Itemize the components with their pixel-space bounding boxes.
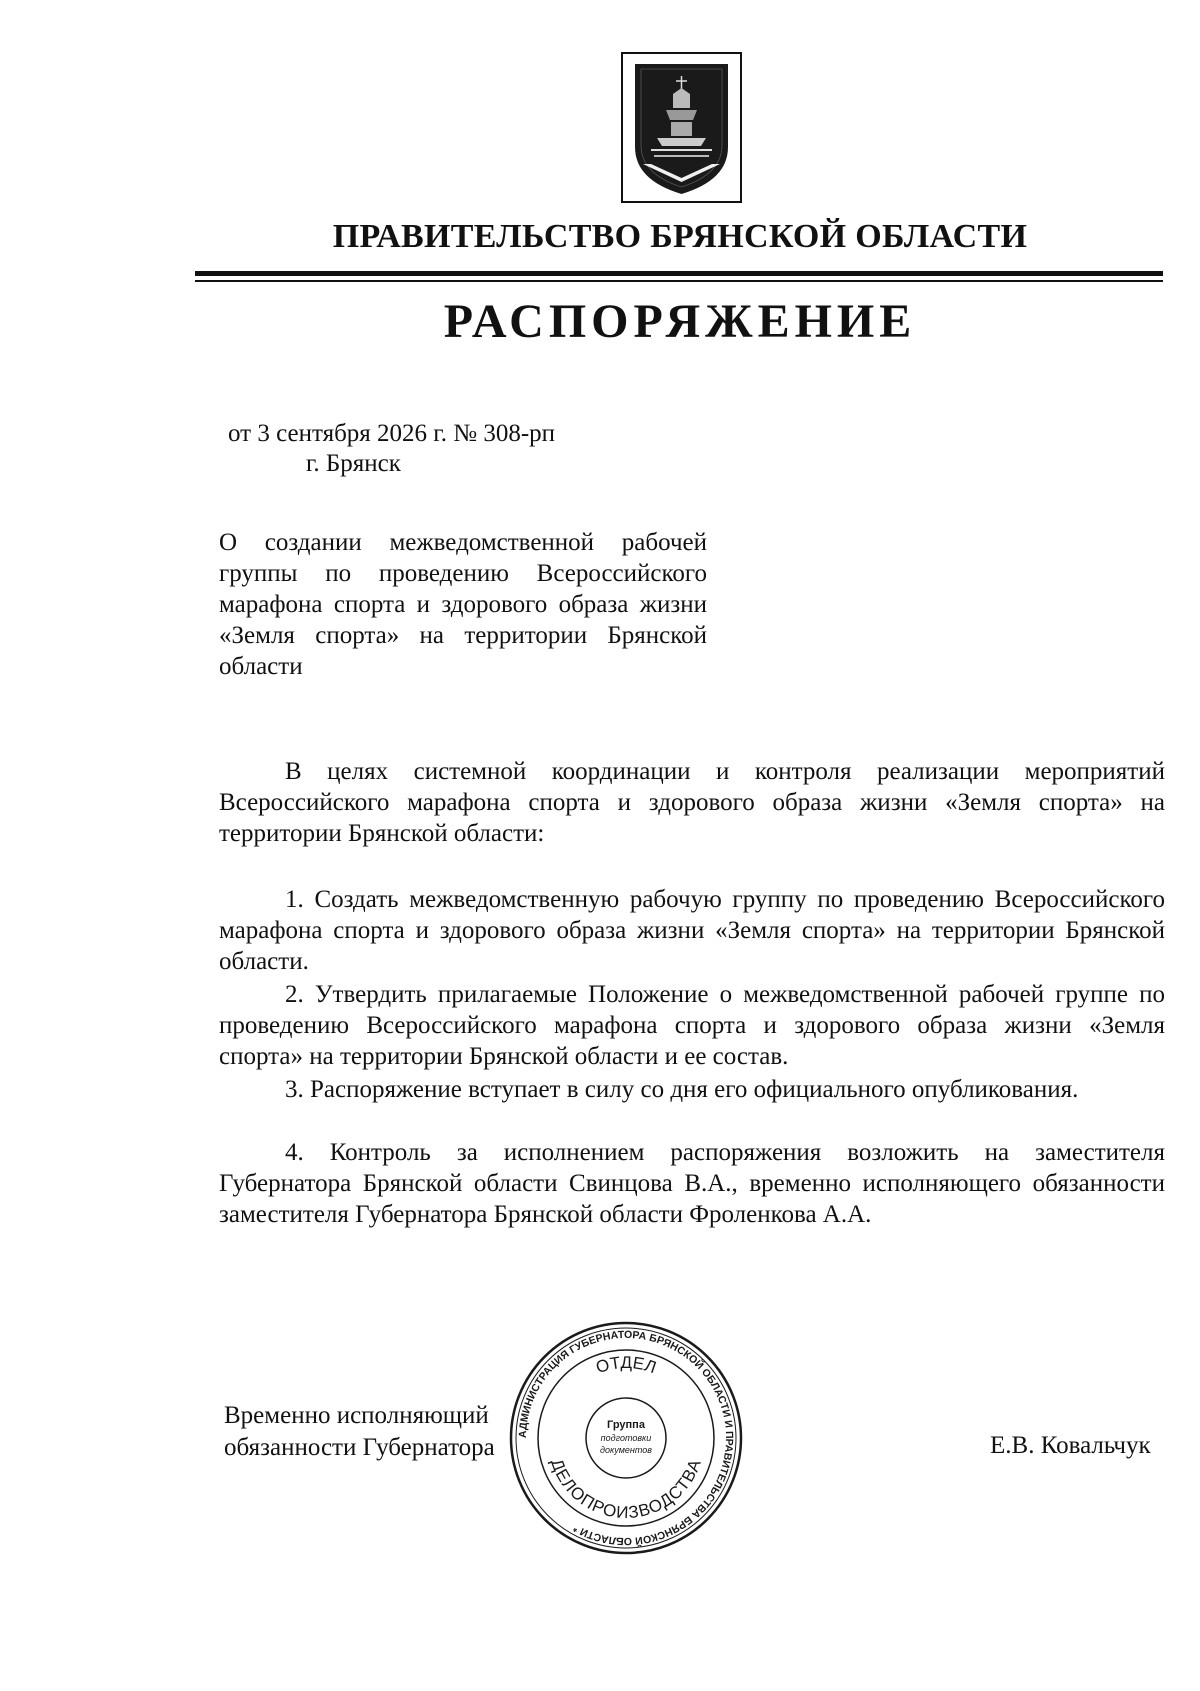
order-item-2: 2. Утвердить прилагаемые Положение о межведомственной рабочей группе по проведению Всероссийского марафона спорта и здорового образа жизни «Земля спорта» на территории Брянской области и ее состав. xyxy=(219,981,1165,1070)
order-item-3: 3. Распоряжение вступает в силу со дня его официального опубликования. xyxy=(285,1076,1079,1103)
svg-text:ОТДЕЛ xyxy=(594,1353,659,1377)
document-place: г. Брянск xyxy=(306,450,401,477)
coat-of-arms-icon xyxy=(621,52,742,203)
document-date-number: от 3 сентября 2026 г. № 308-рп xyxy=(228,420,556,447)
stamp-center-line1: Группа xyxy=(607,1419,645,1431)
order-item-1: 1. Создать межведомственную рабочую группу по проведению Всероссийского марафона спорта и здорового образа жизни «Земля спорта» на территории Брянской области. xyxy=(219,886,1165,975)
signatory-position-line2: обязанности Губернатора xyxy=(224,1434,495,1461)
official-stamp-icon xyxy=(508,1320,744,1556)
header-divider-thin xyxy=(195,280,1163,282)
order-item-4: 4. Контроль за исполнением распоряжения возложить на заместителя Губернатора Брянской области Свинцова В.А., временно исполняющего обязанности заместителя Губернатора Брянской области Фроленкова А.А. xyxy=(219,1139,1165,1228)
stamp-outer-text: АДМИНИСТРАЦИЯ ГУБЕРНАТОРА БРЯНСКОЙ ОБЛАСТИ И ПРАВИТЕЛЬСТВА БРЯНСКОЙ ОБЛАСТИ * xyxy=(516,1328,736,1548)
signatory-position-line1: Временно исполняющий xyxy=(224,1402,489,1429)
header-divider-thick xyxy=(195,271,1163,276)
signatory-position xyxy=(224,1400,495,1464)
stamp-inner-top: ОТДЕЛ xyxy=(593,1352,659,1378)
organization-title: ПРАВИТЕЛЬСТВО БРЯНСКОЙ ОБЛАСТИ xyxy=(332,218,1028,255)
document-subject: О создании межведомственной рабочей группы по проведению Всероссийского марафона спорта и здорового образа жизни «Земля спорта» на территории Брянской области xyxy=(219,529,707,680)
stamp-center-line2: подготовки xyxy=(600,1433,652,1443)
svg-text:ДЕЛОПРОИЗВОДСТВА xyxy=(547,1456,705,1522)
preamble-paragraph: В целях системной координации и контроля реализации мероприятий Всероссийского марафона спорта и здорового образа жизни «Земля спорта» на территории Брянской области: xyxy=(219,758,1165,847)
document-type-title: РАСПОРЯЖЕНИЕ xyxy=(443,295,917,348)
stamp-inner-bottom: ДЕЛОПРОИЗВОДСТВА xyxy=(546,1456,706,1523)
signatory-name: Е.В. Ковальчук xyxy=(990,1432,1151,1459)
stamp-center-line3: документов xyxy=(600,1445,652,1455)
